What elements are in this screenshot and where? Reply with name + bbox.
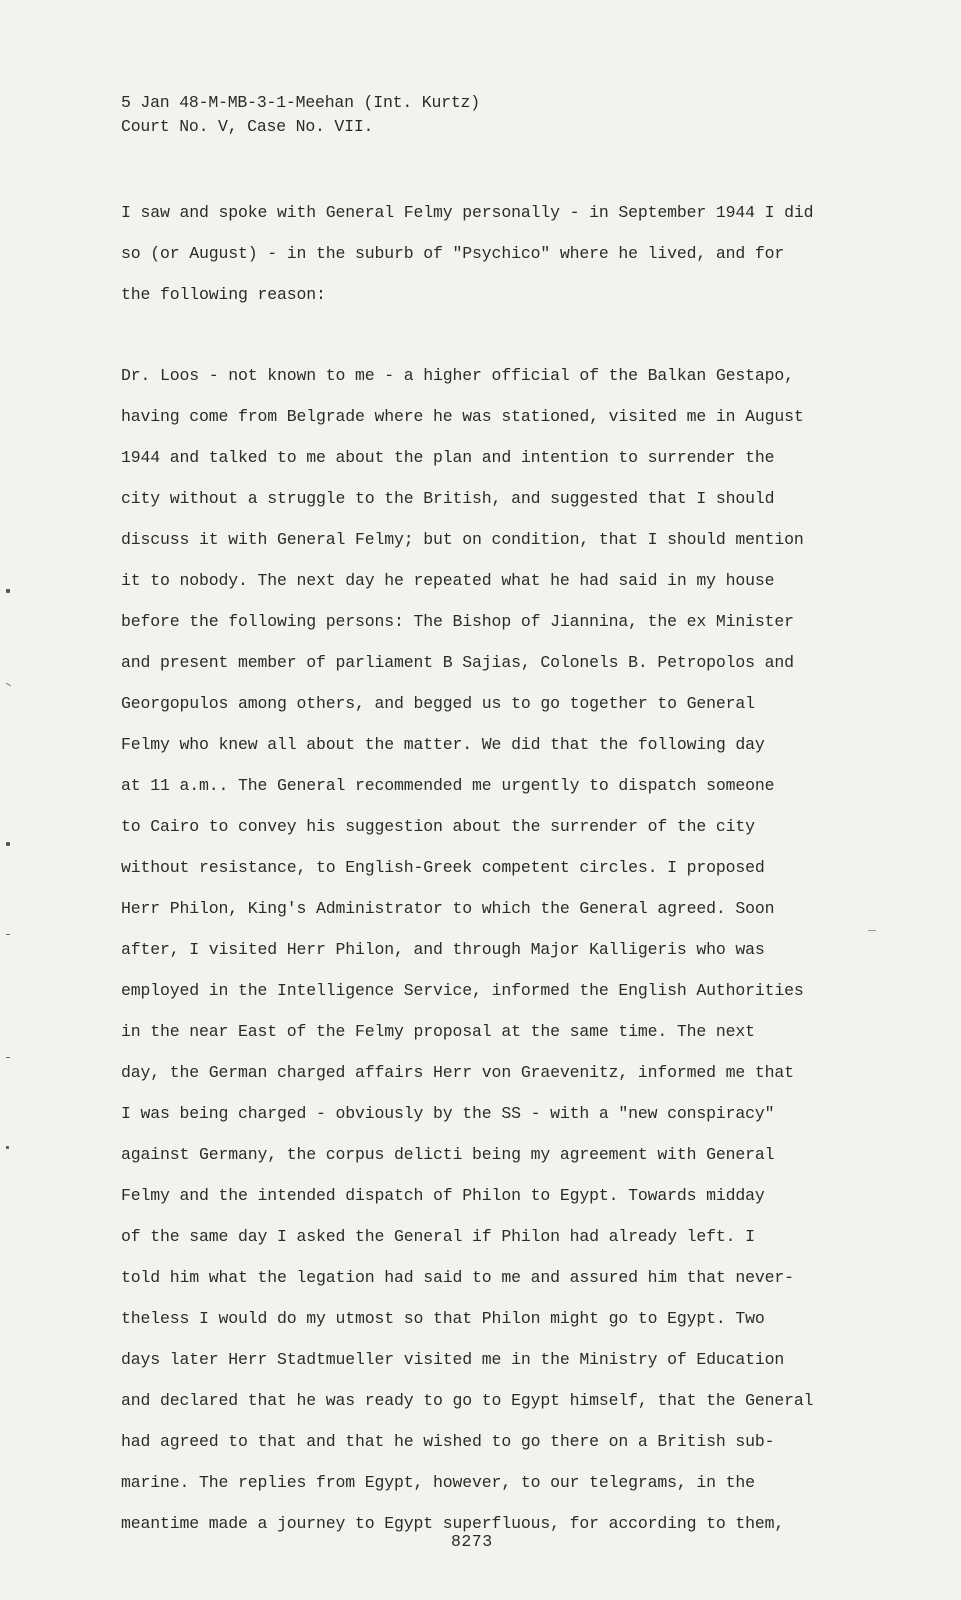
text-line: and declared that he was ready to go to Egypt himself, that the General xyxy=(121,1391,814,1410)
text-line: of the same day I asked the General if Philon had already left. I xyxy=(121,1227,755,1246)
text-line: told him what the legation had said to me and assured him that never- xyxy=(121,1268,794,1287)
page-number: 8273 xyxy=(451,1532,493,1551)
text-line: without resistance, to English-Greek competent circles. I proposed xyxy=(121,858,765,877)
scan-mark xyxy=(6,589,10,593)
paragraph-2 xyxy=(121,355,861,1544)
text-line: Felmy and the intended dispatch of Philon to Egypt. Towards midday xyxy=(121,1186,765,1205)
header-reference: 5 Jan 48-M-MB-3-1-Meehan (Int. Kurtz) xyxy=(121,93,480,112)
text-line: at 11 a.m.. The General recommended me urgently to dispatch someone xyxy=(121,776,775,795)
text-line: before the following persons: The Bishop of Jiannina, the ex Minister xyxy=(121,612,794,631)
text-line: discuss it with General Felmy; but on condition, that I should mention xyxy=(121,530,804,549)
text-line: Herr Philon, King's Administrator to which the General agreed. Soon xyxy=(121,899,775,918)
text-line: against Germany, the corpus delicti being my agreement with General xyxy=(121,1145,775,1164)
text-line: in the near East of the Felmy proposal at the same time. The next xyxy=(121,1022,755,1041)
text-line: I was being charged - obviously by the SS - with a "new conspiracy" xyxy=(121,1104,775,1123)
scan-mark xyxy=(868,930,876,931)
document-body xyxy=(121,192,861,1544)
text-line: after, I visited Herr Philon, and through Major Kalligeris who was xyxy=(121,940,765,959)
text-line: to Cairo to convey his suggestion about the surrender of the city xyxy=(121,817,755,836)
text-line: theless I would do my utmost so that Philon might go to Egypt. Two xyxy=(121,1309,765,1328)
text-line: employed in the Intelligence Service, informed the English Authorities xyxy=(121,981,804,1000)
text-line: day, the German charged affairs Herr von Graevenitz, informed me that xyxy=(121,1063,794,1082)
header-court-case: Court No. V, Case No. VII. xyxy=(121,117,374,136)
text-line: city without a struggle to the British, and suggested that I should xyxy=(121,489,775,508)
text-line: Felmy who knew all about the matter. We did that the following day xyxy=(121,735,765,754)
text-line: and present member of parliament B Sajias, Colonels B. Petropolos and xyxy=(121,653,794,672)
text-line: Dr. Loos - not known to me - a higher official of the Balkan Gestapo, xyxy=(121,366,794,385)
text-line: I saw and spoke with General Felmy personally - in September 1944 I did xyxy=(121,203,814,222)
document-header xyxy=(121,91,480,139)
text-line: days later Herr Stadtmueller visited me in the Ministry of Education xyxy=(121,1350,785,1369)
paragraph-gap xyxy=(121,315,861,355)
scan-mark xyxy=(6,1146,9,1149)
text-line: 1944 and talked to me about the plan and intention to surrender the xyxy=(121,448,775,467)
text-line: marine. The replies from Egypt, however, to our telegrams, in the xyxy=(121,1473,755,1492)
text-line: so (or August) - in the suburb of "Psychico" where he lived, and for xyxy=(121,244,785,263)
text-line: Georgopulos among others, and begged us to go together to General xyxy=(121,694,755,713)
text-line: had agreed to that and that he wished to go there on a British sub- xyxy=(121,1432,775,1451)
text-line: having come from Belgrade where he was stationed, visited me in August xyxy=(121,407,804,426)
text-line: the following reason: xyxy=(121,285,326,304)
scan-mark xyxy=(6,683,11,686)
paragraph-1 xyxy=(121,192,861,315)
scan-mark xyxy=(6,842,10,846)
scan-mark xyxy=(6,1057,10,1058)
text-line: meantime made a journey to Egypt superfluous, for according to them, xyxy=(121,1514,785,1533)
scan-mark xyxy=(6,934,10,935)
text-line: it to nobody. The next day he repeated what he had said in my house xyxy=(121,571,775,590)
